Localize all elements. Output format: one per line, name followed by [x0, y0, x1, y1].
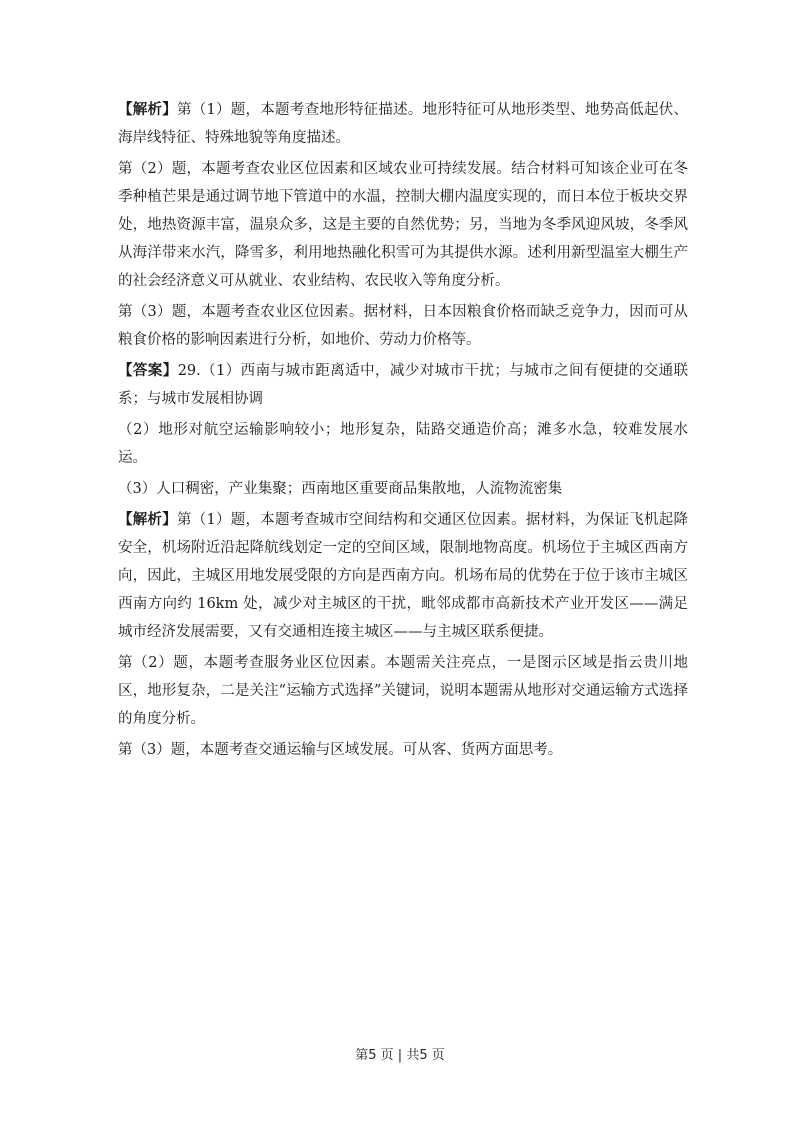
- analysis-tag: 【解析】: [118, 511, 178, 528]
- paragraph-answer-3: [118, 475, 688, 503]
- paragraph-analysis-5: [118, 649, 688, 733]
- paragraph-text: 第（2）题，本题考查农业区位因素和区域农业可持续发展。结合材料可知该企业可在冬季种植芒果是通过调节地下管道中的水温，控制大棚内温度实现的，而日本位于板块交界处，地热资源丰富，温泉众多，这是主要的自然优势；另，当地为冬季风迎风坡，冬季风从海洋带来水汽，降雪多，利用地热融化积雪可为其提供水源。述利用新型温室大棚生产的社会经济意义可从就业、农业结构、农民收入等角度分析。: [118, 161, 688, 289]
- paragraph-analysis-6: [118, 736, 688, 764]
- paragraph-text: （3）人口稠密，产业集聚；西南地区重要商品集散地，人流物流密集: [118, 481, 563, 497]
- paragraph-analysis-2: [118, 155, 688, 295]
- answer-tag: 【答案】: [118, 362, 178, 379]
- paragraph-text: 第（1）题，本题考查城市空间结构和交通区位因素。据材料，为保证飞机起降安全，机场附近沿起降航线划定一定的空间区域，限制地物高度。机场位于主城区西南方向，因此，主城区用地发展受限的方向是西南方向。机场布局的优势在于位于该市主城区西南方向约 16km 处，减少对主城区的干扰，毗邻成都市高新技术产业开发区——满足城市经济发展需要，又有交通相连接主城区——与主城区联系便捷。: [118, 512, 688, 640]
- paragraph-text: （2）地形对航空运输影响较小；地形复杂，陆路交通造价高；滩多水急，较难发展水运。: [118, 422, 688, 466]
- paragraph-analysis-4: [118, 506, 688, 646]
- page-footer: 第5 页 | 共5 页: [355, 1048, 445, 1063]
- paragraph-text: 第（3）题，本题考查交通运输与区域发展。可从客、货两方面思考。: [118, 742, 563, 758]
- paragraph-text: 第（2）题，本题考查服务业区位因素。本题需关注亮点，一是图示区域是指云贵川地区，地形复杂，二是关注“运输方式选择”关键词，说明本题需从地形对交通运输方式选择的角度分析。: [118, 655, 688, 727]
- paragraph-analysis-3: [118, 298, 688, 354]
- paragraph-answer-1: [118, 357, 688, 413]
- paragraph-text: 第（3）题，本题考查农业区位因素。据材料，日本因粮食价格而缺乏竞争力，因而可从粮食价格的影响因素进行分析，如地价、劳动力价格等。: [118, 304, 688, 348]
- paragraph-answer-2: [118, 416, 688, 472]
- paragraph-text: 第（1）题，本题考查地形特征描述。地形特征可从地形类型、地势高低起伏、海岸线特征、特殊地貌等角度描述。: [118, 102, 688, 146]
- analysis-tag: 【解析】: [118, 101, 178, 118]
- document-body: [118, 96, 688, 767]
- paragraph-analysis-1: [118, 96, 688, 152]
- paragraph-text: 29.（1）西南与城市距离适中，减少对城市干扰；与城市之间有便捷的交通联系；与城市发展相协调: [118, 363, 688, 407]
